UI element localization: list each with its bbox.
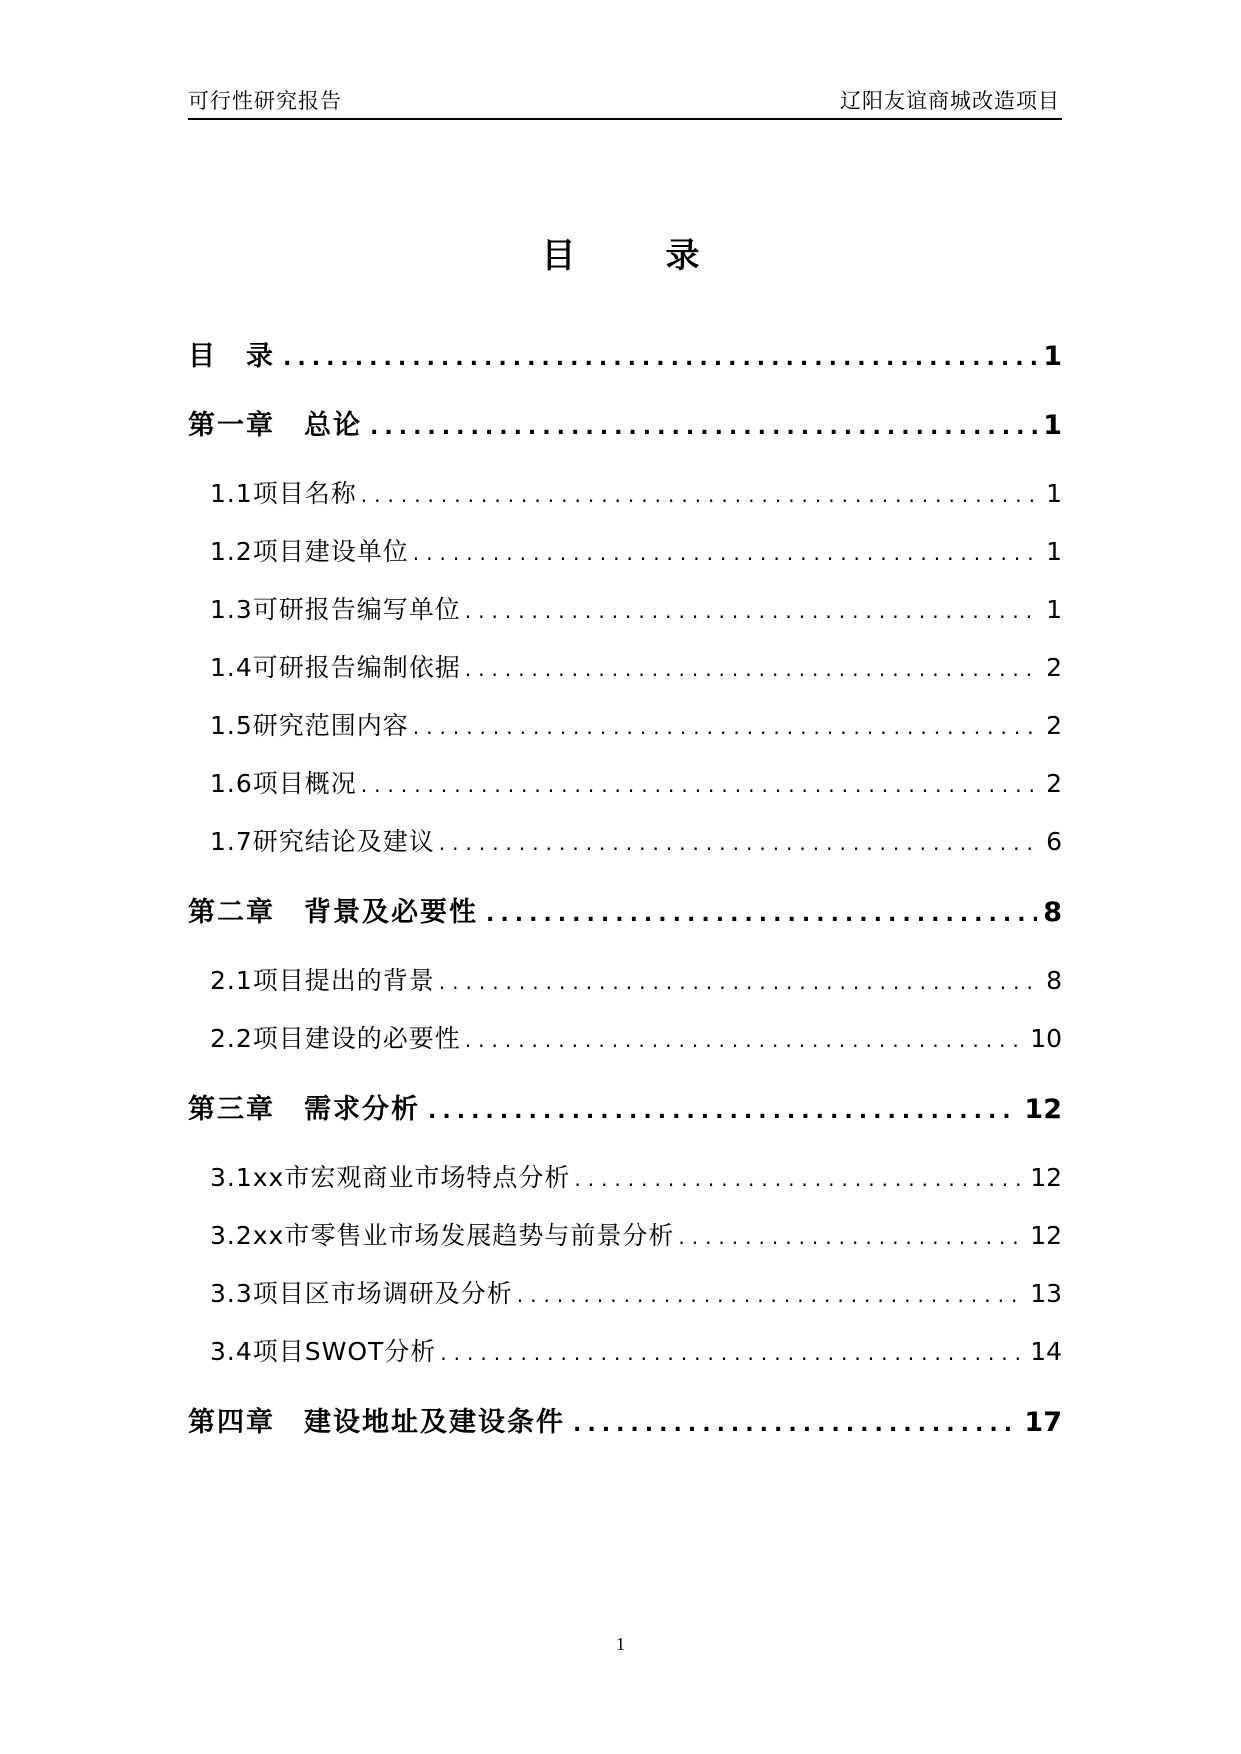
dot-leader: [574, 1167, 1024, 1191]
dot-leader: [428, 1099, 1018, 1124]
toc-entry[interactable]: [210, 764, 1062, 800]
toc-entry-title: 3.4项目SWOT分析: [210, 1337, 437, 1366]
toc-entry-title: 2.1项目提出的背景: [210, 966, 435, 995]
toc-entry[interactable]: [210, 706, 1062, 742]
toc-entry-page: 8: [1046, 966, 1062, 995]
toc-entry[interactable]: [210, 822, 1062, 858]
toc-entry-page: 14: [1030, 1337, 1062, 1366]
toc-entry-title: 1.4可研报告编制依据: [210, 653, 461, 682]
toc-entry-page: 2: [1046, 769, 1062, 798]
toc-entry[interactable]: [210, 1332, 1062, 1368]
toc-entry[interactable]: [210, 1019, 1062, 1055]
dot-leader: [486, 902, 1037, 927]
dot-leader: [283, 346, 1037, 371]
dot-leader: [440, 1341, 1024, 1365]
toc-entry-page: 12: [1024, 1094, 1062, 1125]
toc-entry-title: 2.2项目建设的必要性: [210, 1024, 461, 1053]
toc-entry-title: 1.7研究结论及建议: [210, 827, 435, 856]
dot-leader: [517, 1283, 1024, 1307]
dot-leader: [439, 970, 1040, 994]
dot-leader: [678, 1225, 1024, 1249]
toc-entry[interactable]: [210, 1274, 1062, 1310]
toc-entry-title: 第三章 需求分析: [188, 1094, 420, 1125]
toc-entry-page: 1: [1043, 341, 1062, 372]
toc-entry-page: 12: [1030, 1163, 1062, 1192]
toc-entry-page: 17: [1024, 1407, 1062, 1438]
toc-entry[interactable]: [188, 334, 1062, 374]
toc-entry-page: 2: [1046, 653, 1062, 682]
toc-entry[interactable]: [188, 1087, 1062, 1127]
toc-entry-title: 第一章 总论: [188, 410, 362, 441]
toc-entry[interactable]: [210, 1216, 1062, 1252]
dot-leader: [465, 599, 1040, 623]
toc-entry[interactable]: [210, 648, 1062, 684]
header-report-type: 可行性研究报告: [188, 89, 342, 113]
toc-entry-title: 1.5研究范围内容: [210, 711, 409, 740]
toc-entry-title: 1.1项目名称: [210, 479, 357, 508]
toc-entry[interactable]: [188, 890, 1062, 930]
toc-entry-title: 3.3项目区市场调研及分析: [210, 1279, 513, 1308]
header-project-name: 辽阳友谊商城改造项目: [840, 89, 1060, 113]
toc-entry-title: 3.2xx市零售业市场发展趋势与前景分析: [210, 1221, 675, 1250]
toc-entry-page: 1: [1046, 479, 1062, 508]
page-number: 1: [616, 1634, 625, 1654]
toc-entry-page: 1: [1046, 595, 1062, 624]
toc-entry-page: 2: [1046, 711, 1062, 740]
dot-leader: [465, 657, 1040, 681]
dot-leader: [465, 1028, 1024, 1052]
toc-entry-title: 第二章 背景及必要性: [188, 897, 478, 928]
toc-entry-title: 第四章 建设地址及建设条件: [188, 1407, 565, 1438]
dot-leader: [573, 1412, 1018, 1437]
toc-entry[interactable]: [210, 532, 1062, 568]
dot-leader: [361, 773, 1040, 797]
toc-entry-page: 10: [1030, 1024, 1062, 1053]
toc-title: 目 录: [541, 236, 728, 276]
toc-entry-title: 1.2项目建设单位: [210, 537, 409, 566]
toc-entry-title: 1.6项目概况: [210, 769, 357, 798]
toc-entry-page: 1: [1043, 410, 1062, 441]
dot-leader: [370, 415, 1037, 440]
toc-entry[interactable]: [210, 474, 1062, 510]
toc-entry[interactable]: [210, 590, 1062, 626]
dot-leader: [439, 831, 1040, 855]
dot-leader: [413, 715, 1040, 739]
toc-entry-page: 12: [1030, 1221, 1062, 1250]
toc-entry-page: 1: [1046, 537, 1062, 566]
dot-leader: [361, 483, 1040, 507]
toc-entry[interactable]: [210, 1158, 1062, 1194]
toc-entry-title: 1.3可研报告编写单位: [210, 595, 461, 624]
toc-entry-page: 13: [1030, 1279, 1062, 1308]
toc-entry-title: 目 录: [188, 341, 275, 372]
toc-entry-page: 6: [1046, 827, 1062, 856]
toc-entry[interactable]: [188, 1400, 1062, 1440]
toc-entry[interactable]: [210, 961, 1062, 997]
toc-entry-title: 3.1xx市宏观商业市场特点分析: [210, 1163, 571, 1192]
toc-entry[interactable]: [188, 403, 1062, 443]
toc-entry-page: 8: [1043, 897, 1062, 928]
dot-leader: [413, 541, 1040, 565]
